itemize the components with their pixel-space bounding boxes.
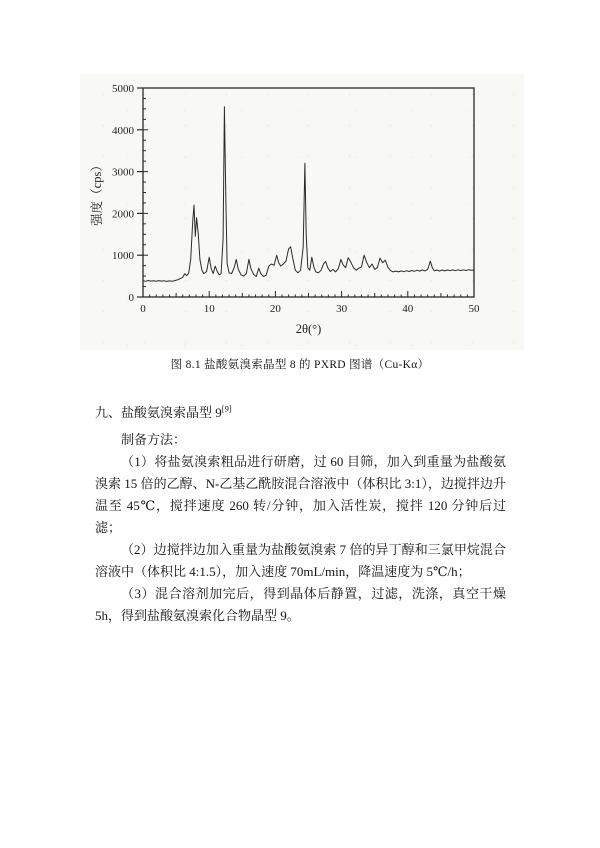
x-tick-label: 10 <box>203 303 215 315</box>
x-tick-label: 0 <box>140 303 146 315</box>
section-heading-text: 九、盐酸氨溴索晶型 9 <box>95 405 222 420</box>
y-tick-label: 3000 <box>112 166 134 179</box>
step-paragraph-3: （3）混合溶剂加完后，得到晶体后静置，过滤，洗涤，真空干燥 5h，得到盐酸氨溴索化合物晶型 9。 <box>95 586 506 623</box>
body-text <box>95 402 506 627</box>
x-tick-label: 50 <box>468 303 480 315</box>
y-tick-label: 2000 <box>112 208 134 221</box>
section-heading <box>95 402 506 424</box>
pxrd-chart-svg <box>80 74 524 350</box>
citation-superscript: [9] <box>221 403 232 414</box>
y-tick-label: 1000 <box>112 250 134 263</box>
y-tick-label: 5000 <box>112 83 134 95</box>
x-tick-label: 20 <box>269 303 281 315</box>
pxrd-trace <box>143 107 474 282</box>
x-axis-title: 2θ(°) <box>295 322 322 336</box>
y-tick-label: 0 <box>128 292 134 304</box>
y-axis-title: 强度（cps） <box>90 159 104 226</box>
subsection-label: 制备方法： <box>121 432 187 447</box>
x-tick-label: 40 <box>402 303 414 315</box>
step-paragraph-2: （2）边搅拌边加入重量为盐酸氨溴索 7 倍的异丁醇和三氯甲烷混合溶液中（体积比 4:1.5），加入速度 70mL/min，降温速度为 5℃/h； <box>95 542 506 579</box>
figure-caption: 图 8.1 盐酸氨溴索晶型 8 的 PXRD 图谱（Cu-Kα） <box>170 359 430 371</box>
plot-border <box>143 88 474 297</box>
step-paragraph-1: （1）将盐氨溴索粗品进行研磨，过 60 目筛，加入到重量为盐酸氨溴索 15 倍的乙醇、N-乙基乙酰胺混合溶液中（体积比 3:1），边搅拌边升温至 45℃，搅拌速度 260 转/分钟，加入活性炭，搅拌 120 分钟后过滤； <box>95 454 506 535</box>
pxrd-figure <box>80 74 524 350</box>
x-tick-label: 30 <box>336 303 348 315</box>
y-tick-label: 4000 <box>112 124 134 137</box>
